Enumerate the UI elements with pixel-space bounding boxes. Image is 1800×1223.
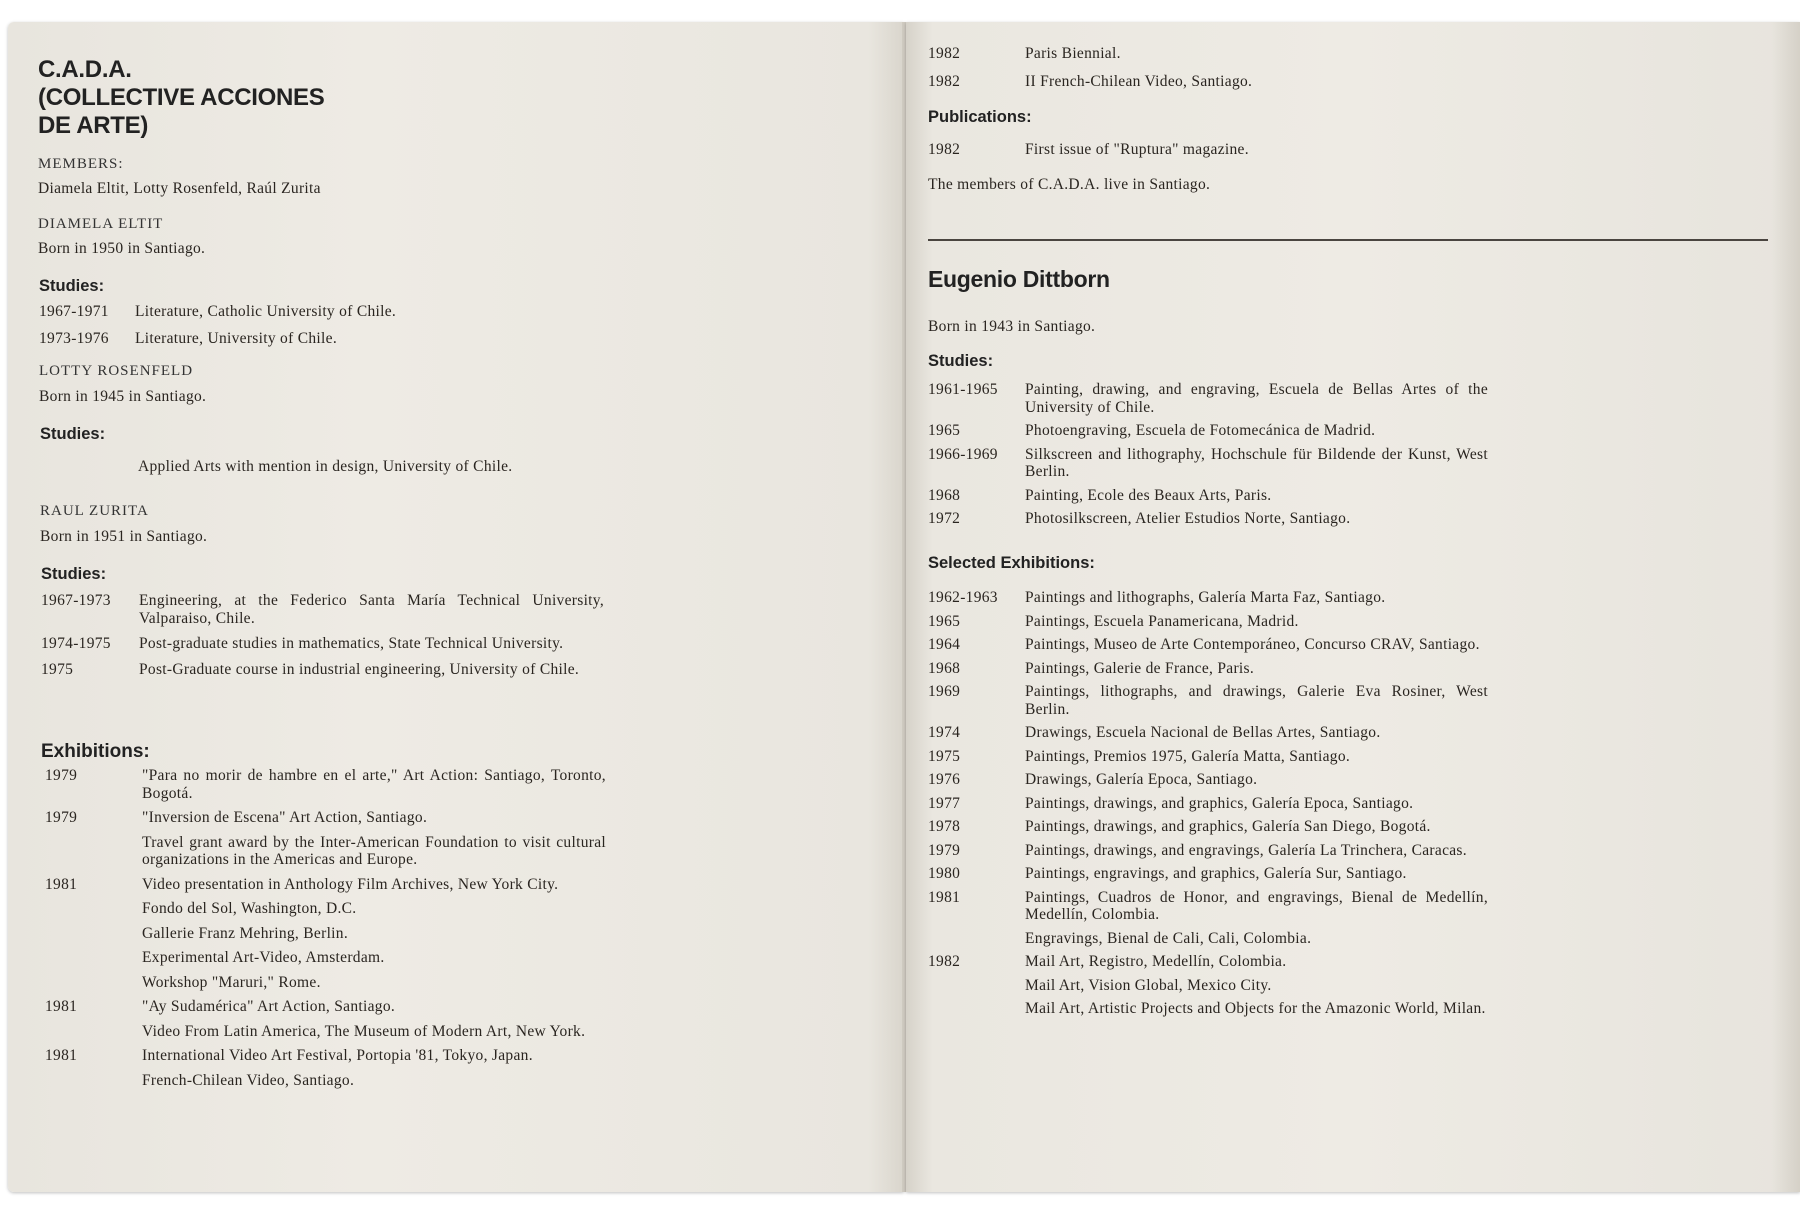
entry-text: Paintings, drawings, and graphics, Galería San Diego, Bogotá. xyxy=(1025,818,1431,835)
entry-row xyxy=(928,589,1488,607)
entry-text: Paintings and lithographs, Galería Marta Faz, Santiago. xyxy=(1025,589,1386,606)
entry-year: 1976 xyxy=(928,771,961,788)
entry-year: 1965 xyxy=(928,612,961,630)
entry-year: 1981 xyxy=(45,875,78,893)
entry-text: Video From Latin America, The Museum of Modern Art, New York. xyxy=(142,1022,586,1040)
entry-row xyxy=(45,998,606,1016)
entry-year: 1981 xyxy=(45,998,78,1015)
entry-year: 1972 xyxy=(928,510,961,527)
entry-text: Literature, Catholic University of Chile. xyxy=(135,303,397,320)
entry-text: Mail Art, Vision Global, Mexico City. xyxy=(1025,976,1272,994)
entry-year: 1981 xyxy=(45,1047,78,1064)
entry-year: 1982 xyxy=(928,45,961,62)
entry-year: 1977 xyxy=(928,794,961,812)
publications-list xyxy=(928,141,1488,167)
entry-row xyxy=(928,613,1488,631)
entry-text: Paintings, drawings, and engravings, Galería La Trinchera, Caracas. xyxy=(1025,841,1467,859)
entry-year: 1968 xyxy=(928,659,961,677)
entry-text: Photoengraving, Escuela de Fotomecánica de Madrid. xyxy=(1025,422,1376,439)
entry-year: 1975 xyxy=(41,660,74,678)
entry-row xyxy=(928,1000,1488,1018)
entry-year: 1964 xyxy=(928,636,961,653)
entry-row xyxy=(928,842,1488,860)
entry-text: Painting, Ecole des Beaux Arts, Paris. xyxy=(1025,486,1272,504)
entry-text: Paintings, engravings, and graphics, Galería Sur, Santiago. xyxy=(1025,865,1407,882)
entry-row xyxy=(928,683,1488,718)
entry-text: International Video Art Festival, Portopia '81, Tokyo, Japan. xyxy=(142,1047,533,1064)
entry-row xyxy=(41,592,604,627)
zurita-born: Born in 1951 in Santiago. xyxy=(40,528,208,545)
entry-row xyxy=(45,974,606,992)
rosenfeld-name: LOTTY ROSENFELD xyxy=(39,363,194,379)
entry-row xyxy=(928,510,1488,528)
right-page xyxy=(906,22,1800,1192)
left-page xyxy=(8,22,904,1192)
entry-year: 1982 xyxy=(928,72,961,90)
entry-row xyxy=(45,900,606,918)
dittborn-born: Born in 1943 in Santiago. xyxy=(928,318,1096,335)
entry-row xyxy=(928,771,1488,789)
entry-row xyxy=(39,330,599,348)
zurita-name: RAUL ZURITA xyxy=(40,503,149,519)
entry-text: Experimental Art-Video, Amsterdam. xyxy=(142,949,385,966)
entry-row xyxy=(45,925,606,943)
entry-row xyxy=(45,1023,606,1041)
dittborn-name: Eugenio Dittborn xyxy=(928,266,1110,292)
entry-text: Mail Art, Artistic Projects and Objects for the Amazonic World, Milan. xyxy=(1025,1000,1486,1017)
entry-text: "Para no morir de hambre en el arte," Art Action: Santiago, Toronto, Bogotá. xyxy=(142,767,606,802)
publications-heading: Publications: xyxy=(928,108,1032,126)
entry-year: 1965 xyxy=(928,422,961,439)
entry-text: Paintings, Museo de Arte Contemporáneo, Concurso CRAV, Santiago. xyxy=(1025,636,1480,653)
entry-row xyxy=(41,661,604,679)
dittborn-exhibitions-heading: Selected Exhibitions: xyxy=(928,554,1095,572)
entry-year: 1969 xyxy=(928,683,961,700)
entry-text: II French-Chilean Video, Santiago. xyxy=(1025,72,1253,90)
entry-row xyxy=(928,487,1488,505)
entry-year: 1966-1969 xyxy=(928,445,998,463)
entry-row xyxy=(45,876,606,894)
cada-title xyxy=(38,56,324,140)
entry-row xyxy=(928,953,1488,971)
rosenfeld-studies-list xyxy=(40,458,600,485)
entry-year: 1962-1963 xyxy=(928,589,998,606)
entry-text: "Inversion de Escena" Art Action, Santiago. xyxy=(142,809,428,826)
entry-text: Gallerie Franz Mehring, Berlin. xyxy=(142,924,349,942)
entry-row xyxy=(40,458,600,476)
rosenfeld-studies-heading: Studies: xyxy=(40,425,106,443)
entry-year: 1982 xyxy=(928,141,961,158)
entry-text: Paintings, Escuela Panamericana, Madrid. xyxy=(1025,612,1299,630)
dittborn-studies-list xyxy=(928,381,1488,534)
cada-exhibitions-continued xyxy=(928,45,1488,100)
rosenfeld-born: Born in 1945 in Santiago. xyxy=(39,388,207,405)
cada-exhibitions-list xyxy=(45,767,606,1096)
entry-row xyxy=(928,381,1488,416)
entry-row xyxy=(928,660,1488,678)
entry-text: Drawings, Galería Epoca, Santiago. xyxy=(1025,771,1258,788)
entry-text: Mail Art, Registro, Medellín, Colombia. xyxy=(1025,953,1287,970)
entry-year: 1979 xyxy=(928,841,961,859)
members-label: MEMBERS: xyxy=(38,156,124,172)
entry-text: Engravings, Bienal de Cali, Cali, Colombia. xyxy=(1025,929,1312,947)
entry-year: 1968 xyxy=(928,486,961,504)
entry-text: Travel grant award by the Inter-American Foundation to visit cultural organizations in the Americas and Europe. xyxy=(142,833,606,868)
entry-text: Engineering, at the Federico Santa María Technical University, Valparaiso, Chile. xyxy=(139,592,604,627)
entry-year: 1967-1973 xyxy=(41,592,111,609)
entry-row xyxy=(928,865,1488,883)
entry-year: 1974 xyxy=(928,724,961,741)
members-note: The members of C.A.D.A. live in Santiago. xyxy=(928,176,1211,193)
catalog-spread xyxy=(8,22,1800,1192)
title-line: C.A.D.A. xyxy=(38,56,132,83)
entry-text: Paintings, Cuadros de Honor, and engravings, Bienal de Medellín, Medellín, Colombia. xyxy=(1025,888,1488,923)
entry-year: 1978 xyxy=(928,818,961,835)
entry-year: 1973-1976 xyxy=(39,329,109,347)
entry-row xyxy=(928,930,1488,948)
zurita-studies-heading: Studies: xyxy=(41,565,107,583)
entry-year: 1979 xyxy=(45,767,78,784)
entry-row xyxy=(928,45,1488,63)
entry-row xyxy=(928,977,1488,995)
entry-text: Applied Arts with mention in design, University of Chile. xyxy=(138,458,513,475)
entry-row xyxy=(45,809,606,827)
eltit-studies-list xyxy=(39,303,599,356)
entry-row xyxy=(45,834,606,869)
eltit-studies-heading: Studies: xyxy=(39,277,105,295)
entry-year: 1980 xyxy=(928,865,961,882)
entry-text: Literature, University of Chile. xyxy=(135,329,338,347)
entry-text: Drawings, Escuela Nacional de Bellas Artes, Santiago. xyxy=(1025,724,1381,741)
entry-row xyxy=(928,748,1488,766)
entry-text: Paintings, Premios 1975, Galería Matta, Santiago. xyxy=(1025,747,1351,765)
entry-year: 1982 xyxy=(928,953,961,970)
eltit-born: Born in 1950 in Santiago. xyxy=(38,240,206,257)
entry-row xyxy=(928,73,1488,91)
entry-text: Painting, drawing, and engraving, Escuela de Bellas Artes of the University of Chile. xyxy=(1025,381,1488,416)
entry-row xyxy=(928,422,1488,440)
entry-year: 1979 xyxy=(45,809,78,826)
entry-row xyxy=(45,1072,606,1090)
entry-row xyxy=(928,724,1488,742)
entry-year: 1974-1975 xyxy=(41,635,111,652)
entry-year: 1981 xyxy=(928,888,961,906)
dittborn-exhibitions-list xyxy=(928,589,1488,1024)
entry-row xyxy=(45,767,606,802)
title-line: DE ARTE) xyxy=(38,112,149,139)
entry-year: 1967-1971 xyxy=(39,303,109,320)
dittborn-studies-heading: Studies: xyxy=(928,352,994,370)
entry-text: Post-graduate studies in mathematics, State Technical University. xyxy=(139,635,564,652)
entry-text: Video presentation in Anthology Film Archives, New York City. xyxy=(142,875,559,893)
entry-text: Post-Graduate course in industrial engineering, University of Chile. xyxy=(139,660,580,678)
entry-row xyxy=(45,1047,606,1065)
entry-row xyxy=(928,818,1488,836)
entry-row xyxy=(928,141,1488,159)
section-divider xyxy=(928,239,1768,241)
entry-text: First issue of "Ruptura" magazine. xyxy=(1025,141,1249,158)
entry-text: Paintings, lithographs, and drawings, Galerie Eva Rosiner, West Berlin. xyxy=(1025,683,1488,718)
entry-text: Paintings, drawings, and graphics, Galería Epoca, Santiago. xyxy=(1025,794,1414,812)
entry-text: Paintings, Galerie de France, Paris. xyxy=(1025,659,1255,677)
entry-year: 1975 xyxy=(928,747,961,765)
entry-year: 1961-1965 xyxy=(928,381,998,398)
zurita-studies-list xyxy=(41,592,604,686)
entry-row xyxy=(928,446,1488,481)
entry-row xyxy=(39,303,599,321)
entry-row xyxy=(41,635,604,653)
entry-text: Fondo del Sol, Washington, D.C. xyxy=(142,900,357,917)
title-line: (COLLECTIVE ACCIONES xyxy=(38,84,325,111)
entry-row xyxy=(928,636,1488,654)
entry-text: Photosilkscreen, Atelier Estudios Norte, Santiago. xyxy=(1025,510,1351,527)
members-list: Diamela Eltit, Lotty Rosenfeld, Raúl Zurita xyxy=(38,180,321,197)
entry-text: French-Chilean Video, Santiago. xyxy=(142,1071,355,1089)
entry-row xyxy=(928,889,1488,924)
entry-row xyxy=(45,949,606,967)
entry-row xyxy=(928,795,1488,813)
entry-text: Workshop "Maruri," Rome. xyxy=(142,973,321,991)
entry-text: Paris Biennial. xyxy=(1025,45,1121,62)
entry-text: Silkscreen and lithography, Hochschule für Bildende der Kunst, West Berlin. xyxy=(1025,445,1488,480)
entry-text: "Ay Sudamérica" Art Action, Santiago. xyxy=(142,998,396,1015)
eltit-name: DIAMELA ELTIT xyxy=(38,216,164,232)
cada-exhibitions-heading: Exhibitions: xyxy=(41,741,150,762)
